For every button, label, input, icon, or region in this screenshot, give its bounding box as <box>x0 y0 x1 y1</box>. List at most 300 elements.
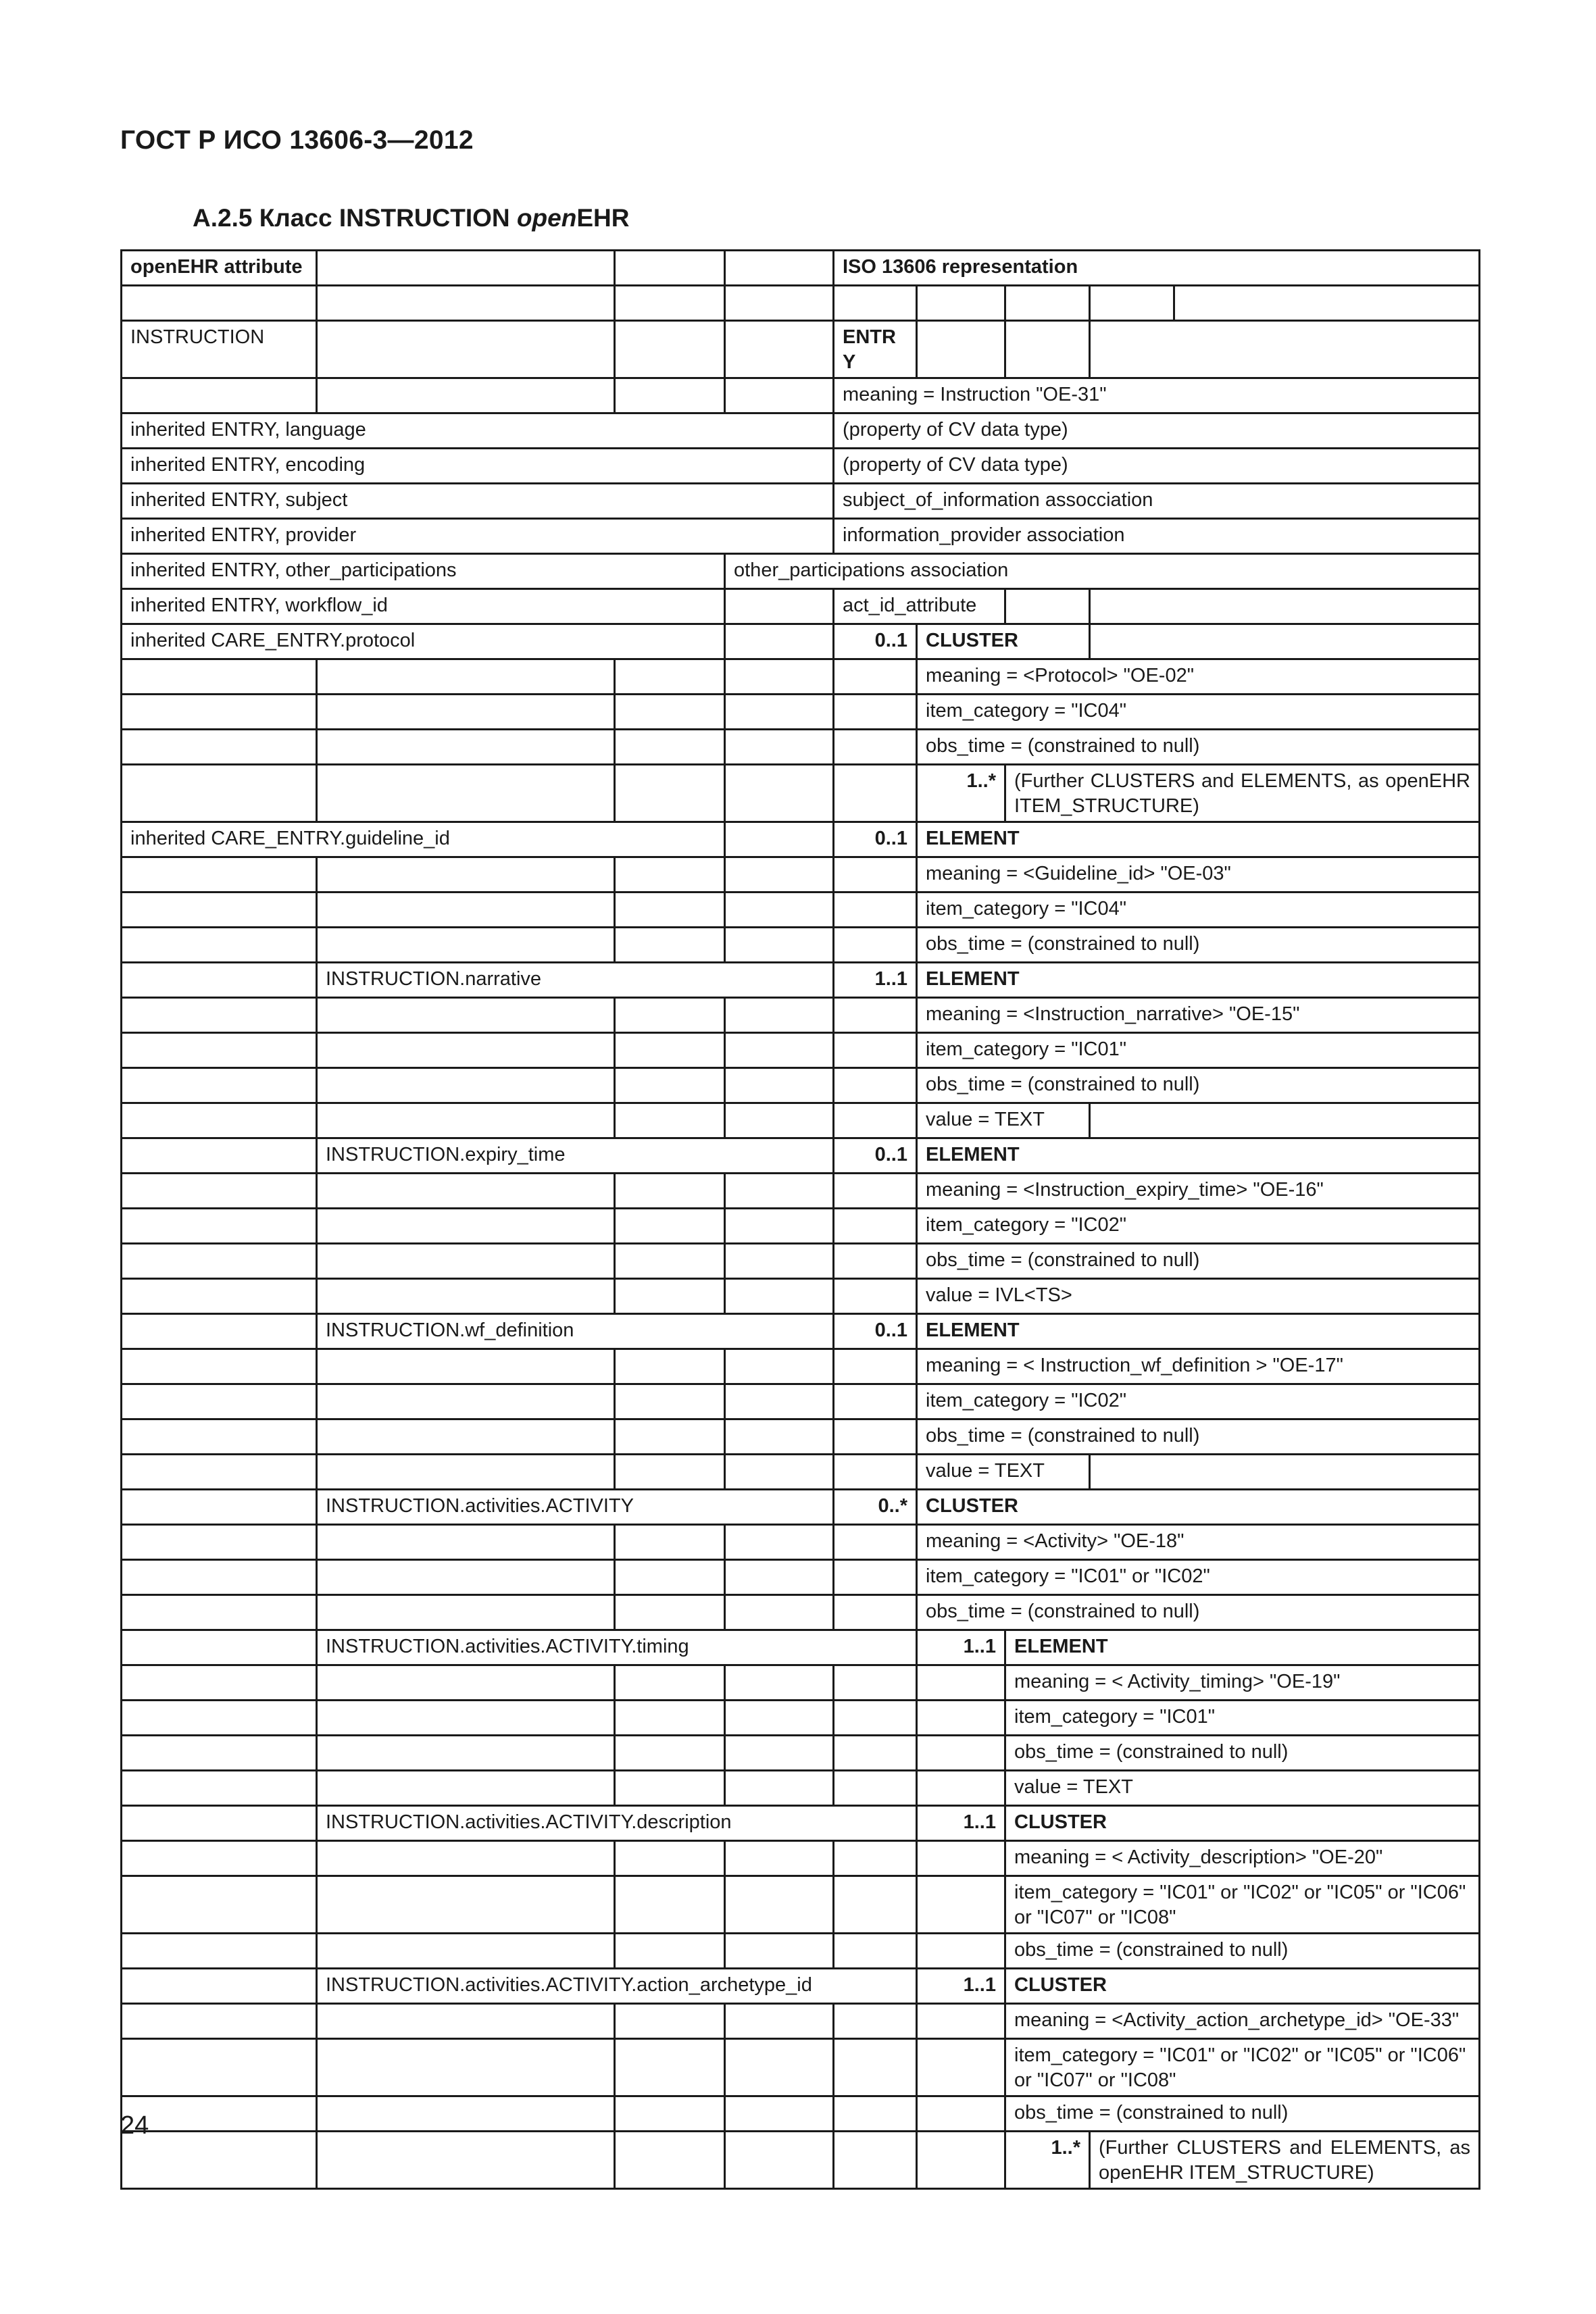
table-cell <box>615 1525 725 1560</box>
table-cell <box>834 2039 917 2096</box>
table-cell <box>917 1934 1005 1969</box>
table-cell: meaning = < Instruction_wf_definition > "OE-17" <box>917 1349 1480 1384</box>
table-cell <box>317 1384 615 1419</box>
section-title-prefix: А.2.5 Класс INSTRUCTION <box>193 204 517 232</box>
table-cell: obs_time = (constrained to null) <box>917 730 1480 765</box>
table-cell <box>615 1560 725 1595</box>
table-cell <box>917 2096 1005 2132</box>
table-cell <box>317 1525 615 1560</box>
table-cell <box>122 1138 317 1174</box>
table-cell <box>615 1279 725 1314</box>
table-row <box>122 1490 1480 1525</box>
table-cell: act_id_attribute <box>834 589 1005 624</box>
table-cell: INSTRUCTION.wf_definition <box>317 1314 834 1349</box>
table-cell <box>725 251 834 286</box>
table-cell <box>317 2096 615 2132</box>
table-cell <box>317 928 615 963</box>
table-cell <box>834 1068 917 1103</box>
table-cell: meaning = <Protocol> "OE-02" <box>917 659 1480 695</box>
table-row <box>122 1560 1480 1595</box>
table-cell <box>615 1455 725 1490</box>
table-cell: (property of CV data type) <box>834 449 1480 484</box>
table-cell <box>725 1665 834 1701</box>
table-cell: openEHR attribute <box>122 251 317 286</box>
table-cell <box>122 1033 317 1068</box>
table-row <box>122 695 1480 730</box>
table-cell <box>1090 286 1174 321</box>
table-cell <box>917 1876 1005 1934</box>
table-cell <box>917 1665 1005 1701</box>
table-row <box>122 1174 1480 1209</box>
table-cell <box>615 1595 725 1630</box>
table-cell: meaning = <Instruction_expiry_time> "OE-16" <box>917 1174 1480 1209</box>
table-cell <box>1090 624 1480 659</box>
table-cell: item_category = "IC04" <box>917 892 1480 928</box>
table-cell: inherited ENTRY, workflow_id <box>122 589 725 624</box>
table-cell: 1..* <box>917 765 1005 822</box>
table-cell <box>615 321 725 378</box>
table-cell: CLUSTER <box>1005 1806 1480 1841</box>
table-cell <box>317 1244 615 1279</box>
table-cell: item_category = "IC02" <box>917 1209 1480 1244</box>
table-cell <box>834 695 917 730</box>
table-row <box>122 963 1480 998</box>
table-cell <box>317 892 615 928</box>
table-cell: other_participations association <box>725 554 1480 589</box>
mapping-table-body <box>122 251 1480 2189</box>
table-row <box>122 321 1480 378</box>
table-row <box>122 1138 1480 1174</box>
table-cell <box>615 857 725 892</box>
table-cell <box>917 1771 1005 1806</box>
table-cell <box>834 1876 917 1934</box>
table-cell <box>317 2039 615 2096</box>
table-cell <box>725 1068 834 1103</box>
table-cell <box>317 1103 615 1138</box>
table-cell: 1..1 <box>834 963 917 998</box>
table-cell: (property of CV data type) <box>834 413 1480 449</box>
table-cell <box>834 1033 917 1068</box>
table-cell: item_category = "IC04" <box>917 695 1480 730</box>
table-cell <box>917 2004 1005 2039</box>
table-cell <box>725 2132 834 2189</box>
table-cell: inherited CARE_ENTRY.protocol <box>122 624 725 659</box>
table-cell <box>917 2132 1005 2189</box>
table-cell <box>834 857 917 892</box>
table-cell <box>725 378 834 413</box>
table-cell <box>615 1209 725 1244</box>
table-cell <box>725 1244 834 1279</box>
table-row <box>122 1384 1480 1419</box>
table-cell <box>725 1349 834 1384</box>
page-number: 24 <box>120 2111 149 2140</box>
table-cell <box>725 1560 834 1595</box>
table-cell <box>1005 321 1090 378</box>
table-cell <box>317 1349 615 1384</box>
table-cell <box>725 1595 834 1630</box>
table-cell <box>317 857 615 892</box>
table-cell <box>317 1595 615 1630</box>
table-cell <box>834 892 917 928</box>
table-cell: 0..1 <box>834 624 917 659</box>
table-cell <box>725 892 834 928</box>
table-cell <box>317 1209 615 1244</box>
table-cell <box>834 2004 917 2039</box>
section-title <box>193 204 629 232</box>
table-cell <box>615 1665 725 1701</box>
table-cell: 1..1 <box>917 1969 1005 2004</box>
table-cell: (Further CLUSTERS and ELEMENTS, as openEHR ITEM_STRUCTURE) <box>1005 765 1480 822</box>
table-cell <box>834 2096 917 2132</box>
table-cell <box>834 1279 917 1314</box>
table-cell <box>615 765 725 822</box>
table-cell <box>317 1771 615 1806</box>
table-cell: 0..1 <box>834 822 917 857</box>
table-cell <box>122 286 317 321</box>
table-cell <box>317 378 615 413</box>
table-cell <box>917 1701 1005 1736</box>
table-cell <box>615 378 725 413</box>
table-cell <box>917 1841 1005 1876</box>
table-cell <box>917 321 1005 378</box>
table-cell <box>834 1560 917 1595</box>
table-row <box>122 1630 1480 1665</box>
table-cell <box>725 1103 834 1138</box>
table-cell: value = IVL<TS> <box>917 1279 1480 1314</box>
table-row <box>122 449 1480 484</box>
table-cell: value = TEXT <box>1005 1771 1480 1806</box>
table-cell <box>917 2039 1005 2096</box>
table-cell <box>834 1244 917 1279</box>
table-cell <box>834 1736 917 1771</box>
table-cell <box>317 1068 615 1103</box>
table-cell <box>122 1068 317 1103</box>
table-cell <box>615 1419 725 1455</box>
table-cell <box>122 1314 317 1349</box>
table-row <box>122 892 1480 928</box>
table-cell: 0..1 <box>834 1138 917 1174</box>
table-cell <box>317 730 615 765</box>
table-cell <box>725 1279 834 1314</box>
table-row <box>122 1103 1480 1138</box>
table-cell <box>725 2004 834 2039</box>
table-cell: information_provider association <box>834 519 1480 554</box>
table-cell <box>725 589 834 624</box>
section-title-italic: open <box>516 204 577 232</box>
table-cell <box>1090 589 1480 624</box>
table-row <box>122 1244 1480 1279</box>
table-cell <box>725 695 834 730</box>
table-cell <box>725 659 834 695</box>
table-row <box>122 1595 1480 1630</box>
table-cell <box>615 286 725 321</box>
table-cell <box>122 1244 317 1279</box>
table-cell <box>122 1103 317 1138</box>
table-cell: obs_time = (constrained to null) <box>1005 1736 1480 1771</box>
table-cell <box>317 1736 615 1771</box>
table-cell <box>317 1033 615 1068</box>
table-cell: meaning = Instruction "OE-31" <box>834 378 1480 413</box>
table-cell <box>725 1419 834 1455</box>
table-cell <box>725 286 834 321</box>
table-cell <box>122 1279 317 1314</box>
table-cell: ELEMENT <box>917 963 1480 998</box>
table-cell: ELEMENT <box>917 1314 1480 1349</box>
table-cell: ISO 13606 representation <box>834 251 1480 286</box>
table-cell <box>834 1771 917 1806</box>
table-cell <box>317 2004 615 2039</box>
table-cell <box>317 1279 615 1314</box>
table-cell <box>834 730 917 765</box>
table-cell: ELEMENT <box>1005 1630 1480 1665</box>
document-header: ГОСТ Р ИСО 13606-3—2012 <box>120 126 474 155</box>
table-cell <box>317 251 615 286</box>
table-cell <box>725 1174 834 1209</box>
table-cell <box>725 1841 834 1876</box>
table-cell <box>317 1934 615 1969</box>
table-cell <box>1090 321 1480 378</box>
table-cell <box>122 1209 317 1244</box>
table-cell <box>834 1665 917 1701</box>
table-row <box>122 1209 1480 1244</box>
table-row <box>122 857 1480 892</box>
table-cell <box>725 321 834 378</box>
table-cell <box>725 1033 834 1068</box>
table-row <box>122 1934 1480 1969</box>
table-cell <box>834 1419 917 1455</box>
table-cell: obs_time = (constrained to null) <box>917 1244 1480 1279</box>
table-cell <box>317 765 615 822</box>
table-row <box>122 554 1480 589</box>
table-cell <box>615 1841 725 1876</box>
section-title-suffix: EHR <box>576 204 630 232</box>
table-cell: meaning = <Guideline_id> "OE-03" <box>917 857 1480 892</box>
table-cell <box>725 1736 834 1771</box>
table-cell <box>122 963 317 998</box>
table-cell <box>122 1934 317 1969</box>
table-cell <box>725 1455 834 1490</box>
table-cell: 0..* <box>834 1490 917 1525</box>
table-cell <box>122 1876 317 1934</box>
table-cell <box>317 998 615 1033</box>
table-cell <box>725 765 834 822</box>
table-row <box>122 2004 1480 2039</box>
table-row <box>122 378 1480 413</box>
table-cell: 1..1 <box>917 1630 1005 1665</box>
table-row <box>122 1279 1480 1314</box>
table-cell: item_category = "IC01" <box>1005 1701 1480 1736</box>
table-cell: item_category = "IC01" <box>917 1033 1480 1068</box>
table-cell <box>122 998 317 1033</box>
table-cell <box>725 624 834 659</box>
table-cell <box>834 1103 917 1138</box>
table-row <box>122 998 1480 1033</box>
table-cell <box>725 1934 834 1969</box>
table-cell: INSTRUCTION <box>122 321 317 378</box>
table-cell <box>615 1349 725 1384</box>
table-row <box>122 1525 1480 1560</box>
table-cell <box>122 2004 317 2039</box>
table-cell <box>917 286 1005 321</box>
table-row <box>122 1068 1480 1103</box>
table-cell: INSTRUCTION.activities.ACTIVITY <box>317 1490 834 1525</box>
table-cell <box>615 730 725 765</box>
table-row <box>122 1314 1480 1349</box>
table-cell <box>317 1701 615 1736</box>
table-cell <box>122 1595 317 1630</box>
table-cell <box>834 1525 917 1560</box>
table-row <box>122 1349 1480 1384</box>
table-row <box>122 1771 1480 1806</box>
table-cell <box>834 286 917 321</box>
table-cell: obs_time = (constrained to null) <box>917 1419 1480 1455</box>
table-row <box>122 286 1480 321</box>
table-cell: (Further CLUSTERS and ELEMENTS, as openEHR ITEM_STRUCTURE) <box>1090 2132 1480 2189</box>
table-cell: meaning = <Activity_action_archetype_id> "OE-33" <box>1005 2004 1480 2039</box>
table-cell: CLUSTER <box>1005 1969 1480 2004</box>
table-cell: meaning = <Instruction_narrative> "OE-15" <box>917 998 1480 1033</box>
table-cell <box>122 2039 317 2096</box>
table-cell <box>615 1244 725 1279</box>
table-cell <box>615 2039 725 2096</box>
table-cell <box>122 378 317 413</box>
table-cell: CLUSTER <box>917 624 1090 659</box>
table-cell: ELEMENT <box>917 822 1480 857</box>
table-cell <box>317 1841 615 1876</box>
table-cell: inherited ENTRY, language <box>122 413 834 449</box>
table-row <box>122 659 1480 695</box>
table-cell <box>615 695 725 730</box>
table-cell <box>122 1806 317 1841</box>
table-cell: INSTRUCTION.activities.ACTIVITY.timing <box>317 1630 917 1665</box>
mapping-table <box>120 249 1480 2190</box>
table-cell <box>122 1455 317 1490</box>
table-cell <box>317 286 615 321</box>
table-row <box>122 928 1480 963</box>
table-cell <box>122 765 317 822</box>
table-cell: INSTRUCTION.activities.ACTIVITY.action_archetype_id <box>317 1969 917 2004</box>
table-row <box>122 484 1480 519</box>
table-row <box>122 519 1480 554</box>
table-cell: inherited ENTRY, provider <box>122 519 834 554</box>
table-row <box>122 2096 1480 2132</box>
table-cell <box>725 2096 834 2132</box>
table-cell: INSTRUCTION.activities.ACTIVITY.description <box>317 1806 917 1841</box>
table-cell: meaning = < Activity_description> "OE-20" <box>1005 1841 1480 1876</box>
table-row <box>122 1419 1480 1455</box>
table-cell <box>1174 286 1480 321</box>
table-cell <box>122 1349 317 1384</box>
table-cell <box>122 1525 317 1560</box>
table-cell <box>317 2132 615 2189</box>
table-cell: 0..1 <box>834 1314 917 1349</box>
table-cell <box>122 659 317 695</box>
table-cell <box>615 1876 725 1934</box>
table-row <box>122 413 1480 449</box>
table-cell <box>615 251 725 286</box>
table-cell <box>615 1934 725 1969</box>
table-cell <box>834 1209 917 1244</box>
table-cell: inherited CARE_ENTRY.guideline_id <box>122 822 725 857</box>
table-row <box>122 1841 1480 1876</box>
table-cell: obs_time = (constrained to null) <box>917 1595 1480 1630</box>
table-cell <box>725 1384 834 1419</box>
table-cell <box>122 928 317 963</box>
table-cell: inherited ENTRY, subject <box>122 484 834 519</box>
table-cell <box>122 1701 317 1736</box>
table-cell <box>317 1174 615 1209</box>
table-cell <box>1005 589 1090 624</box>
table-row <box>122 1969 1480 2004</box>
table-row <box>122 1701 1480 1736</box>
table-cell <box>725 1701 834 1736</box>
table-cell <box>615 1033 725 1068</box>
table-cell <box>615 1701 725 1736</box>
table-row <box>122 1455 1480 1490</box>
table-cell <box>317 321 615 378</box>
table-cell <box>615 892 725 928</box>
table-row <box>122 251 1480 286</box>
table-cell <box>122 2132 317 2189</box>
table-row <box>122 765 1480 822</box>
table-cell <box>834 998 917 1033</box>
table-cell <box>615 1384 725 1419</box>
table-cell: CLUSTER <box>917 1490 1480 1525</box>
table-cell <box>725 1209 834 1244</box>
table-cell <box>317 1455 615 1490</box>
table-cell: value = TEXT <box>917 1103 1090 1138</box>
table-cell <box>615 998 725 1033</box>
table-cell <box>317 1419 615 1455</box>
table-cell <box>615 1068 725 1103</box>
table-cell <box>834 1841 917 1876</box>
table-cell <box>834 1455 917 1490</box>
table-cell <box>725 1525 834 1560</box>
table-cell <box>615 1736 725 1771</box>
table-row <box>122 1806 1480 1841</box>
table-cell: ELEMENT <box>917 1138 1480 1174</box>
table-cell: item_category = "IC01" or "IC02" or "IC05" or "IC06" or "IC07" or "IC08" <box>1005 1876 1480 1934</box>
table-cell <box>317 659 615 695</box>
table-cell <box>834 1174 917 1209</box>
table-cell <box>122 1736 317 1771</box>
table-cell <box>615 1103 725 1138</box>
table-cell <box>725 928 834 963</box>
table-cell: item_category = "IC02" <box>917 1384 1480 1419</box>
table-cell <box>917 1736 1005 1771</box>
table-cell <box>122 1665 317 1701</box>
table-row <box>122 624 1480 659</box>
table-cell <box>834 2132 917 2189</box>
table-cell <box>834 1384 917 1419</box>
table-row <box>122 1665 1480 1701</box>
table-cell: INSTRUCTION.narrative <box>317 963 834 998</box>
table-cell: obs_time = (constrained to null) <box>917 1068 1480 1103</box>
table-cell <box>122 1384 317 1419</box>
table-cell <box>725 730 834 765</box>
table-cell <box>1005 286 1090 321</box>
table-cell <box>317 1665 615 1701</box>
table-cell <box>725 1876 834 1934</box>
table-cell: 1..* <box>1005 2132 1090 2189</box>
table-cell <box>317 695 615 730</box>
table-cell <box>1090 1103 1480 1138</box>
table-cell: ENTRY <box>834 321 917 378</box>
table-cell: inherited ENTRY, other_participations <box>122 554 725 589</box>
table-row <box>122 1736 1480 1771</box>
table-cell <box>122 1174 317 1209</box>
table-cell: item_category = "IC01" or "IC02" <box>917 1560 1480 1595</box>
